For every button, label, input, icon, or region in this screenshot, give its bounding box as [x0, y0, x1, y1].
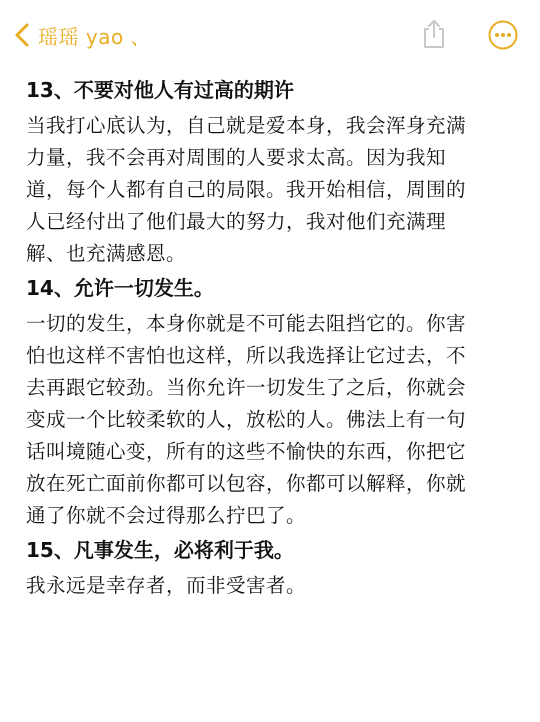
- back-button-label: 瑶瑶 yao 、: [38, 24, 152, 49]
- text-line: 变成一个比较柔软的人，放松的人。佛法上有一句: [26, 408, 467, 431]
- text-line: 放在死亡面前你都可以包容，你都可以解释，你就: [26, 472, 467, 495]
- section-heading: 14、允许一切发生。: [26, 276, 214, 300]
- text-line: 解、也充满感恩。: [26, 242, 187, 265]
- note-body[interactable]: [26, 72, 518, 602]
- section-paragraph: [26, 308, 518, 532]
- note-section: [26, 270, 518, 532]
- text-line: 通了你就不会过得那么拧巴了。: [26, 504, 307, 527]
- text-line: 话叫境随心变，所有的这些不愉快的东西，你把它: [26, 440, 467, 463]
- note-section: [26, 532, 518, 602]
- more-options-button[interactable]: [487, 19, 519, 51]
- share-icon: [420, 35, 448, 54]
- text-line: 我永远是幸存者，而非受害者。: [26, 574, 307, 597]
- section-heading: 15、凡事发生，必将利于我。: [26, 538, 294, 562]
- text-line: 道，每个人都有自己的局限。我开始相信，周围的: [26, 178, 467, 201]
- text-line: 去再跟它较劲。当你允许一切发生了之后，你就会: [26, 376, 467, 399]
- note-section: [26, 72, 518, 270]
- navigation-bar: [0, 0, 540, 64]
- chevron-left-icon: [14, 22, 30, 48]
- text-line: 一切的发生，本身你就是不可能去阻挡它的。你害: [26, 312, 467, 335]
- section-heading: 13、不要对他人有过高的期许: [26, 78, 294, 102]
- text-line: 当我打心底认为，自己就是爱本身，我会浑身充满: [26, 114, 467, 137]
- text-line: 怕也这样不害怕也这样，所以我选择让它过去，不: [26, 344, 467, 367]
- section-paragraph: [26, 570, 518, 602]
- text-line: 力量，我不会再对周围的人要求太高。因为我知: [26, 146, 447, 169]
- share-button[interactable]: [420, 18, 448, 50]
- more-icon: [487, 36, 519, 55]
- section-paragraph: [26, 110, 518, 270]
- text-line: 人已经付出了他们最大的努力，我对他们充满理: [26, 210, 447, 233]
- back-button[interactable]: [14, 20, 151, 50]
